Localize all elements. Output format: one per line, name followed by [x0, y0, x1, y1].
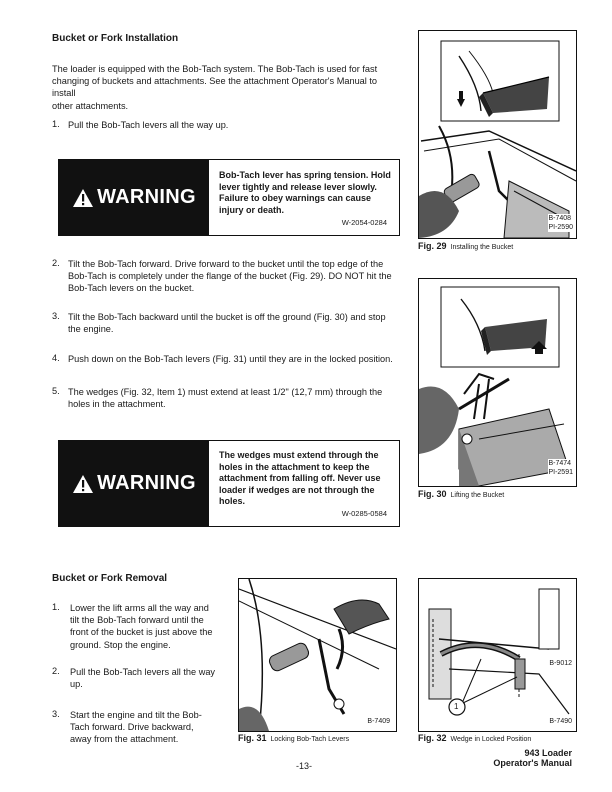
step-text — [68, 353, 403, 365]
warning-word: WARNING — [97, 186, 196, 208]
warning-code: W-0285-0584 — [341, 509, 387, 518]
step-line: Lower the lift arms all the way and — [70, 603, 209, 613]
intro-line: changing of buckets and attachments. See the attachment Operator's Manual to install — [52, 76, 378, 99]
figure-label: Fig. 30 — [418, 489, 447, 499]
figure-label: Fig. 29 — [418, 241, 447, 251]
warning-box — [58, 159, 400, 236]
figure-code — [548, 459, 573, 477]
figure-31-illustration — [238, 578, 397, 732]
step-line: Bob-Tach levers on the bucket. — [68, 283, 195, 294]
step-number: 3. — [52, 709, 60, 719]
figure-29-caption — [418, 241, 513, 251]
figure-caption-text: Lifting the Bucket — [450, 492, 505, 499]
step-text — [70, 602, 220, 651]
step-number: 3. — [52, 311, 60, 321]
warning-triangle-icon — [72, 188, 94, 208]
figure-caption-text: Locking Bob-Tach Levers — [270, 736, 350, 743]
figure-code — [548, 214, 573, 232]
step-number: 5. — [52, 386, 60, 396]
wedge-locked-drawing — [419, 579, 576, 731]
step-line: Tilt the Bob-Tach backward until the bucket is off the ground (Fig. 30) and stop — [68, 312, 386, 322]
step-text — [68, 311, 400, 335]
intro-paragraph — [52, 63, 397, 112]
section-heading-removal: Bucket or Fork Removal — [52, 573, 168, 584]
figure-code: B-7490 — [549, 718, 572, 725]
step-text — [70, 709, 220, 746]
figure-29-illustration — [418, 30, 577, 239]
figure-code-line: PI-2591 — [548, 469, 573, 476]
figure-31-caption — [238, 733, 349, 743]
step-line: the engine. — [68, 324, 114, 335]
installing-bucket-drawing — [419, 31, 576, 238]
warning-line: Bob-Tach lever has spring tension. Hold — [219, 170, 391, 180]
step-line: Pull the Bob-Tach levers all the way — [70, 667, 216, 677]
figure-30-caption — [418, 489, 504, 499]
figure-30-illustration — [418, 278, 577, 487]
figure-32-illustration — [418, 578, 577, 732]
warning-word: WARNING — [97, 472, 196, 494]
warning-line: holes in the attachment to keep the — [219, 461, 370, 472]
step-number: 2. — [52, 258, 60, 268]
figure-label: Fig. 31 — [238, 733, 267, 743]
step-line: Pull the Bob-Tach levers all the way up. — [68, 120, 229, 130]
item-callout-number: 1 — [454, 702, 459, 711]
intro-line: other attachments. — [52, 100, 129, 111]
figure-32-caption — [418, 733, 531, 743]
warning-line: lever tightly and release lever slowly. — [219, 181, 377, 192]
step-line: front of the bucket is just above the — [70, 627, 213, 638]
figure-label: Fig. 32 — [418, 733, 447, 743]
warning-message — [219, 170, 391, 216]
warning-line: loader if wedges are not through the — [219, 484, 375, 495]
manual-title-line: Operator's Manual — [493, 758, 572, 768]
step-line: ground. Stop the engine. — [70, 639, 171, 650]
step-line: Tilt the Bob-Tach forward. Drive forward to the bucket until the top edge of the — [68, 259, 384, 269]
section-heading-installation: Bucket or Fork Installation — [52, 33, 179, 44]
warning-label — [59, 441, 209, 526]
figure-code: B-9012 — [549, 660, 572, 667]
step-number: 1. — [52, 119, 60, 129]
page-number: -13- — [296, 761, 313, 771]
step-line: Start the engine and tilt the Bob- — [70, 710, 202, 720]
warning-line: injury or death. — [219, 204, 285, 215]
warning-line: holes. — [219, 496, 246, 507]
step-number: 1. — [52, 602, 60, 612]
step-text — [68, 386, 400, 410]
warning-code: W-2054-0284 — [341, 218, 387, 227]
step-line: Bob-Tach is completely under the flange of the bucket (Fig. 29). DO NOT hit the — [68, 271, 392, 282]
step-line: The wedges (Fig. 32, Item 1) must extend at least 1/2" (12,7 mm) through the — [68, 387, 383, 397]
step-text — [68, 258, 400, 295]
figure-code: B-7409 — [367, 718, 390, 725]
step-line: away from the attachment. — [70, 734, 179, 745]
step-line: Push down on the Bob-Tach levers (Fig. 31) until they are in the locked position. — [68, 354, 393, 364]
warning-box — [58, 440, 400, 527]
figure-code-line: B-7408 — [548, 215, 572, 222]
warning-line: attachment from falling off. Never use — [219, 473, 381, 484]
manual-title — [493, 748, 572, 768]
warning-triangle-icon — [72, 474, 94, 494]
lifting-bucket-drawing — [419, 279, 576, 486]
step-line: Tach forward. Drive backward, — [70, 722, 194, 733]
step-text — [68, 119, 228, 131]
figure-caption-text: Wedge in Locked Position — [450, 736, 532, 743]
locking-levers-drawing — [239, 579, 396, 731]
step-line: tilt the Bob-Tach forward until the — [70, 615, 204, 626]
warning-label — [59, 160, 209, 235]
warning-line: The wedges must extend through the — [219, 450, 379, 460]
step-text — [70, 666, 220, 690]
step-number: 2. — [52, 666, 60, 676]
figure-caption-text: Installing the Bucket — [450, 244, 514, 251]
warning-line: Failure to obey warnings can cause — [219, 193, 372, 204]
step-line: holes in the attachment. — [68, 399, 166, 410]
intro-line: The loader is equipped with the Bob-Tach system. The Bob-Tach is used for fast — [52, 64, 378, 74]
step-line: up. — [70, 679, 83, 690]
figure-code-line: PI-2590 — [548, 224, 573, 231]
manual-title-line: 943 Loader — [524, 748, 572, 758]
figure-code-line: B-7474 — [548, 460, 572, 467]
step-number: 4. — [52, 353, 60, 363]
warning-message — [219, 450, 391, 508]
